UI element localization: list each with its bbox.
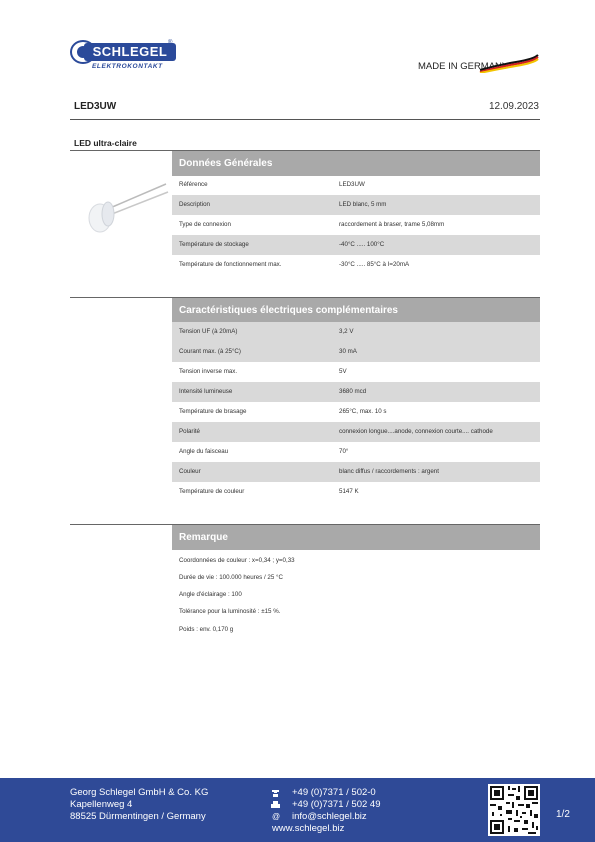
table-row — [172, 235, 540, 255]
remark-line: Durée de vie : 100.000 heures / 25 °C — [179, 574, 283, 581]
row-key: Angle du faisceau — [179, 448, 229, 455]
row-key: Type de connexion — [179, 221, 231, 228]
city: 88525 Dürmentingen / Germany — [70, 811, 206, 822]
table-row — [172, 362, 540, 382]
general-data-heading: Données Générales — [172, 151, 540, 176]
schlegel-logo — [70, 40, 178, 74]
table-row — [172, 215, 540, 235]
row-value: 5V — [339, 368, 347, 375]
registered-mark: ® — [168, 40, 173, 46]
row-value: -40°C ..... 100°C — [339, 241, 385, 248]
website-link[interactable]: www.schlegel.biz — [272, 823, 345, 834]
row-value: 3,2 V — [339, 328, 354, 335]
table-row — [172, 195, 540, 215]
row-value: 5147 K — [339, 488, 359, 495]
row-value: 30 mA — [339, 348, 357, 355]
row-value: 70° — [339, 448, 349, 455]
table-row — [172, 322, 540, 342]
row-value: connexion longue....anode, connexion courte.... cathode — [339, 428, 493, 435]
row-value: blanc diffus / raccordements : argent — [339, 468, 439, 475]
remark-heading: Remarque — [172, 525, 540, 550]
table-row — [172, 175, 540, 195]
street: Kapellenweg 4 — [70, 799, 133, 810]
header-divider — [70, 119, 540, 120]
table-row — [172, 462, 540, 482]
qr-code-icon — [488, 784, 540, 836]
phone-number: +49 (0)7371 / 502-0 — [292, 787, 376, 798]
row-value: raccordement à braser, trame 5,08mm — [339, 221, 445, 228]
row-value: 265°C, max. 10 s — [339, 408, 387, 415]
footer-contact — [272, 787, 381, 835]
company-name: Georg Schlegel GmbH & Co. KG — [70, 787, 209, 798]
row-value: -30°C ..... 85°C à I=20mA — [339, 261, 410, 268]
part-number: LED3UW — [74, 101, 117, 112]
remark-line: Poids : env. 0,170 g — [179, 626, 234, 633]
row-key: Référence — [179, 181, 208, 188]
email-icon: @ — [272, 812, 281, 821]
remark-line: Angle d'éclairage : 100 — [179, 591, 242, 598]
page-number: 1/2 — [556, 809, 570, 820]
footer-address — [70, 787, 208, 823]
remark-line: Tolérance pour la luminosité : ±15 %. — [179, 608, 281, 615]
logo-text: SCHLEGEL — [84, 43, 176, 61]
row-key: Température de brasage — [179, 408, 247, 415]
made-in-germany: MADE IN GERMANY — [418, 61, 509, 72]
row-key: Tension UF (à 20mA) — [179, 328, 238, 335]
table-row — [172, 482, 540, 502]
row-value: LED3UW — [339, 181, 365, 188]
table-row — [172, 442, 540, 462]
row-key: Couleur — [179, 468, 201, 475]
table-row — [172, 255, 540, 275]
email-link[interactable]: info@schlegel.biz — [292, 811, 367, 822]
row-key: Description — [179, 201, 210, 208]
logo-subtitle: ELEKTROKONTAKT — [92, 63, 163, 70]
fax-icon — [271, 801, 280, 809]
phone-icon — [271, 789, 280, 797]
led-product-image — [78, 178, 170, 242]
row-key: Température de couleur — [179, 488, 245, 495]
germany-flag-icon — [478, 53, 540, 73]
document-date: 12.09.2023 — [488, 101, 539, 112]
fax-number: +49 (0)7371 / 502 49 — [292, 799, 381, 810]
row-key: Température de stockage — [179, 241, 249, 248]
row-value: LED blanc, 5 mm — [339, 201, 387, 208]
table-row — [172, 422, 540, 442]
table-row — [172, 342, 540, 362]
table-row — [172, 402, 540, 422]
row-key: Courant max. (à 25°C) — [179, 348, 241, 355]
row-key: Polarité — [179, 428, 200, 435]
remark-line: Coordonnées de couleur : x=0,34 ; y=0,33 — [179, 557, 295, 564]
row-key: Tension inverse max. — [179, 368, 238, 375]
table-row — [172, 382, 540, 402]
row-key: Température de fonctionnement max. — [179, 261, 282, 268]
electrical-heading: Caractéristiques électriques complémentaires — [172, 298, 540, 323]
row-key: Intensité lumineuse — [179, 388, 233, 395]
product-subtitle: LED ultra-claire — [74, 138, 137, 148]
row-value: 3680 mcd — [339, 388, 367, 395]
